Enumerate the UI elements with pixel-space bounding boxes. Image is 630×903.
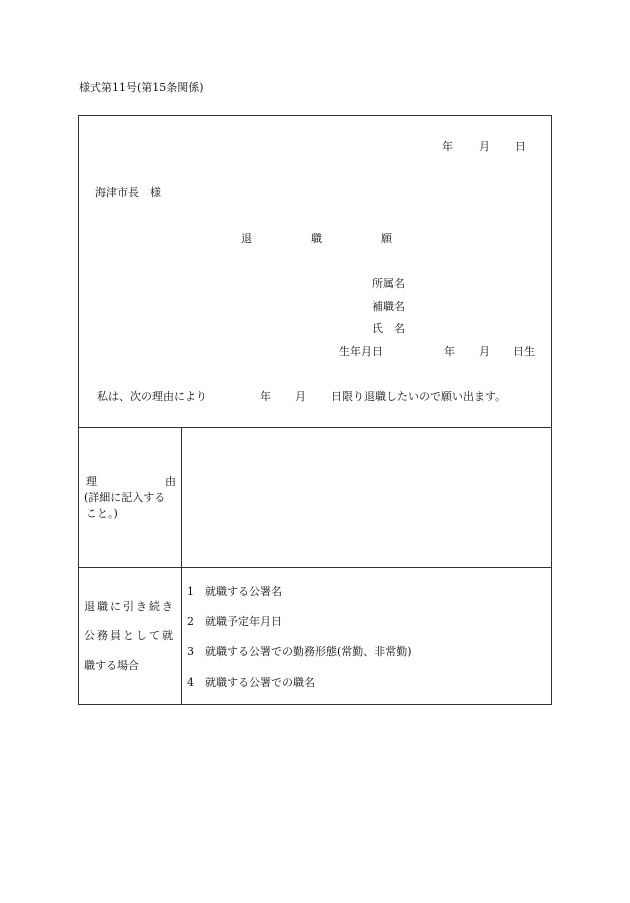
item-2-text: 就職予定年月日 (205, 615, 282, 628)
statement-year: 年 (260, 390, 271, 403)
title-char-2: 職 (311, 232, 322, 245)
item-3-text: 就職する公署での勤務形態(常勤、非常勤) (205, 645, 412, 658)
birth-year-label: 年 (444, 345, 455, 358)
date-day-label: 日 (515, 140, 526, 153)
statement-suffix: 日限り退職したいので願い出ます。 (331, 390, 507, 403)
item-3-number: 3 (187, 645, 194, 658)
public-service-label-line3: 職する場合 (84, 659, 139, 672)
title-char-1: 退 (241, 232, 252, 245)
date-month-label: 月 (479, 140, 490, 153)
divider-top (79, 427, 551, 428)
item-4-text: 就職する公署での職名 (205, 676, 315, 689)
date-year-label: 年 (442, 140, 453, 153)
reason-note-line1: (詳細に記入する (84, 491, 166, 504)
item-1-text: 就職する公署名 (205, 585, 282, 598)
reason-label-left: 理 (86, 475, 97, 488)
item-1-number: 1 (187, 585, 194, 598)
reason-note-line2: こと。) (86, 507, 118, 520)
birth-month-label: 月 (479, 345, 490, 358)
birthdate-label: 生年月日 (339, 345, 383, 358)
item-2-number: 2 (187, 615, 194, 628)
statement-prefix: 私は、次の理由により (97, 390, 207, 403)
addressee: 海津市長 様 (95, 186, 161, 199)
public-service-label-line2: 公務員として就 (84, 629, 175, 642)
form-number: 様式第11号(第15条関係) (79, 81, 204, 94)
affiliation-label: 所属名 (372, 277, 405, 290)
position-label: 補職名 (372, 300, 405, 313)
form-table (78, 115, 552, 705)
reason-entry-area[interactable] (183, 429, 550, 565)
statement-month: 月 (295, 390, 306, 403)
name-label: 氏 名 (372, 322, 405, 335)
public-service-label-line1: 退職に引き続き (84, 600, 175, 613)
column-divider (181, 427, 182, 705)
title-char-3: 願 (381, 232, 392, 245)
birth-day-label: 日生 (513, 345, 535, 358)
item-4-number: 4 (187, 676, 194, 689)
divider-middle (79, 567, 551, 568)
reason-label-right: 由 (165, 475, 176, 488)
